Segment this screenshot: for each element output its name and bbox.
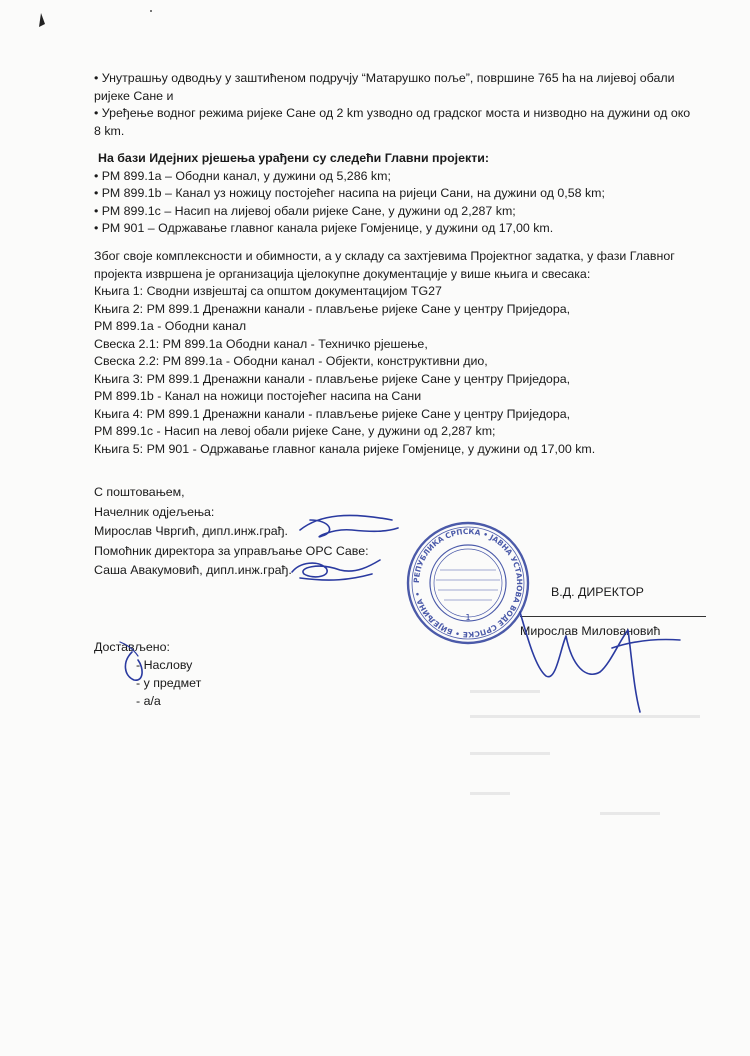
signatory-role: Помоћник директора за управљање ОРС Саве:	[94, 543, 369, 558]
book-line: РМ 899.1а - Ободни канал	[94, 319, 247, 333]
book-line: Свеска 2.1: РМ 899.1а Ободни канал - Техничко рјешење,	[94, 336, 428, 351]
delivery-heading: Достављено:	[94, 640, 170, 654]
delivery-section	[94, 638, 201, 710]
bleed-through	[470, 715, 700, 718]
project-item: • РМ 899.1c – Насип на лијевој обали ријеке Сане, у дужини од 2,287 km;	[94, 203, 516, 218]
project-item: • РМ 899.1b – Канал уз ножицу постојећег насипа на ријеци Сани, на дужини од 0,58 km;	[94, 186, 605, 200]
signatory-role: Начелник одјељења:	[94, 504, 215, 519]
delivery-item: - Наслову	[136, 658, 193, 672]
director-name: Мирослав Миловановић	[520, 624, 661, 638]
book-line: Књига 2: РМ 899.1 Дренажни канали - плављење ријеке Сане у центру Приједора,	[94, 301, 571, 316]
documentation-intro-line: пројекта извршена је организација цјелокупне документације у више књига и свесака:	[94, 266, 591, 281]
signatory-name: Саша Авакумовић, дипл.инж.грађ.	[94, 563, 292, 577]
stamp-center-text: 1	[465, 613, 471, 622]
book-line: Књига 3: РМ 899.1 Дренажни канали - плављење ријеке Сане у центру Приједора,	[94, 371, 571, 386]
projects-section	[94, 150, 706, 238]
closing-section	[94, 483, 706, 581]
scan-artifact-mark	[36, 12, 46, 28]
intro-line: ријеке Сане и	[94, 88, 174, 103]
book-line: Књига 4: РМ 899.1 Дренажни канали - плављење ријеке Сане у центру Приједора,	[94, 406, 571, 421]
intro-line: • Унутрашњу одводњу у заштићеном подручју “Матарушко поље”, површине 765 ha на лијевој обали	[94, 71, 675, 85]
bleed-through	[470, 792, 510, 795]
book-line: Књига 1: Сводни извјештај са општом документацијом TG27	[94, 284, 442, 298]
scan-dot	[150, 10, 152, 12]
book-line: Књига 5: РМ 901 - Одржавање главног канала ријеке Гомјенице, у дужини од 17,00 km.	[94, 441, 596, 456]
delivery-item: - а/а	[136, 694, 161, 708]
intro-line: 8 km.	[94, 123, 125, 138]
projects-heading: На бази Идејних рјешења урађени су следећи Главни пројекти:	[98, 151, 490, 165]
bleed-through	[600, 812, 660, 815]
delivery-item: - у предмет	[136, 676, 202, 690]
documentation-intro-line: Због своје комплексности и обимности, а у складу са захтјевима Пројектног задатка, у фази Главног	[94, 249, 675, 263]
project-item: • РМ 901 – Одржавање главног канала ријеке Гомјенице, у дужини од 17,00 km.	[94, 221, 554, 235]
book-line: Свеска 2.2: РМ 899.1а - Ободни канал - Објекти, конструктивни дио,	[94, 354, 488, 368]
director-title: В.Д. ДИРЕКТОР	[551, 585, 644, 599]
bleed-through	[470, 690, 540, 693]
book-line: РМ 899.1b - Канал на ножици постојећег насипа на Сани	[94, 389, 422, 403]
documentation-section	[94, 248, 706, 458]
bleed-through	[470, 752, 550, 755]
closing-greeting: С поштовањем,	[94, 485, 185, 499]
stamp-legend: РЕПУБЛИКА СРПСКА • ЈАВНА УСТАНОВА ВОДЕ СРПСКЕ • БИЈЕЉИНА •	[411, 526, 525, 640]
intro-line: • Уређење водног режима ријеке Сане од 2 km узводно од градског моста и низводно на дужини од око	[94, 106, 691, 120]
signatory-name: Мирослав Чвргић, дипл.инж.грађ.	[94, 524, 288, 538]
project-item: • РМ 899.1а – Ободни канал, у дужини од 5,286 km;	[94, 168, 391, 183]
intro-bullets	[94, 70, 706, 140]
book-line: РМ 899.1c - Насип на левој обали ријеке Сане, у дужини од 2,287 km;	[94, 424, 496, 438]
signature-line	[520, 616, 706, 617]
